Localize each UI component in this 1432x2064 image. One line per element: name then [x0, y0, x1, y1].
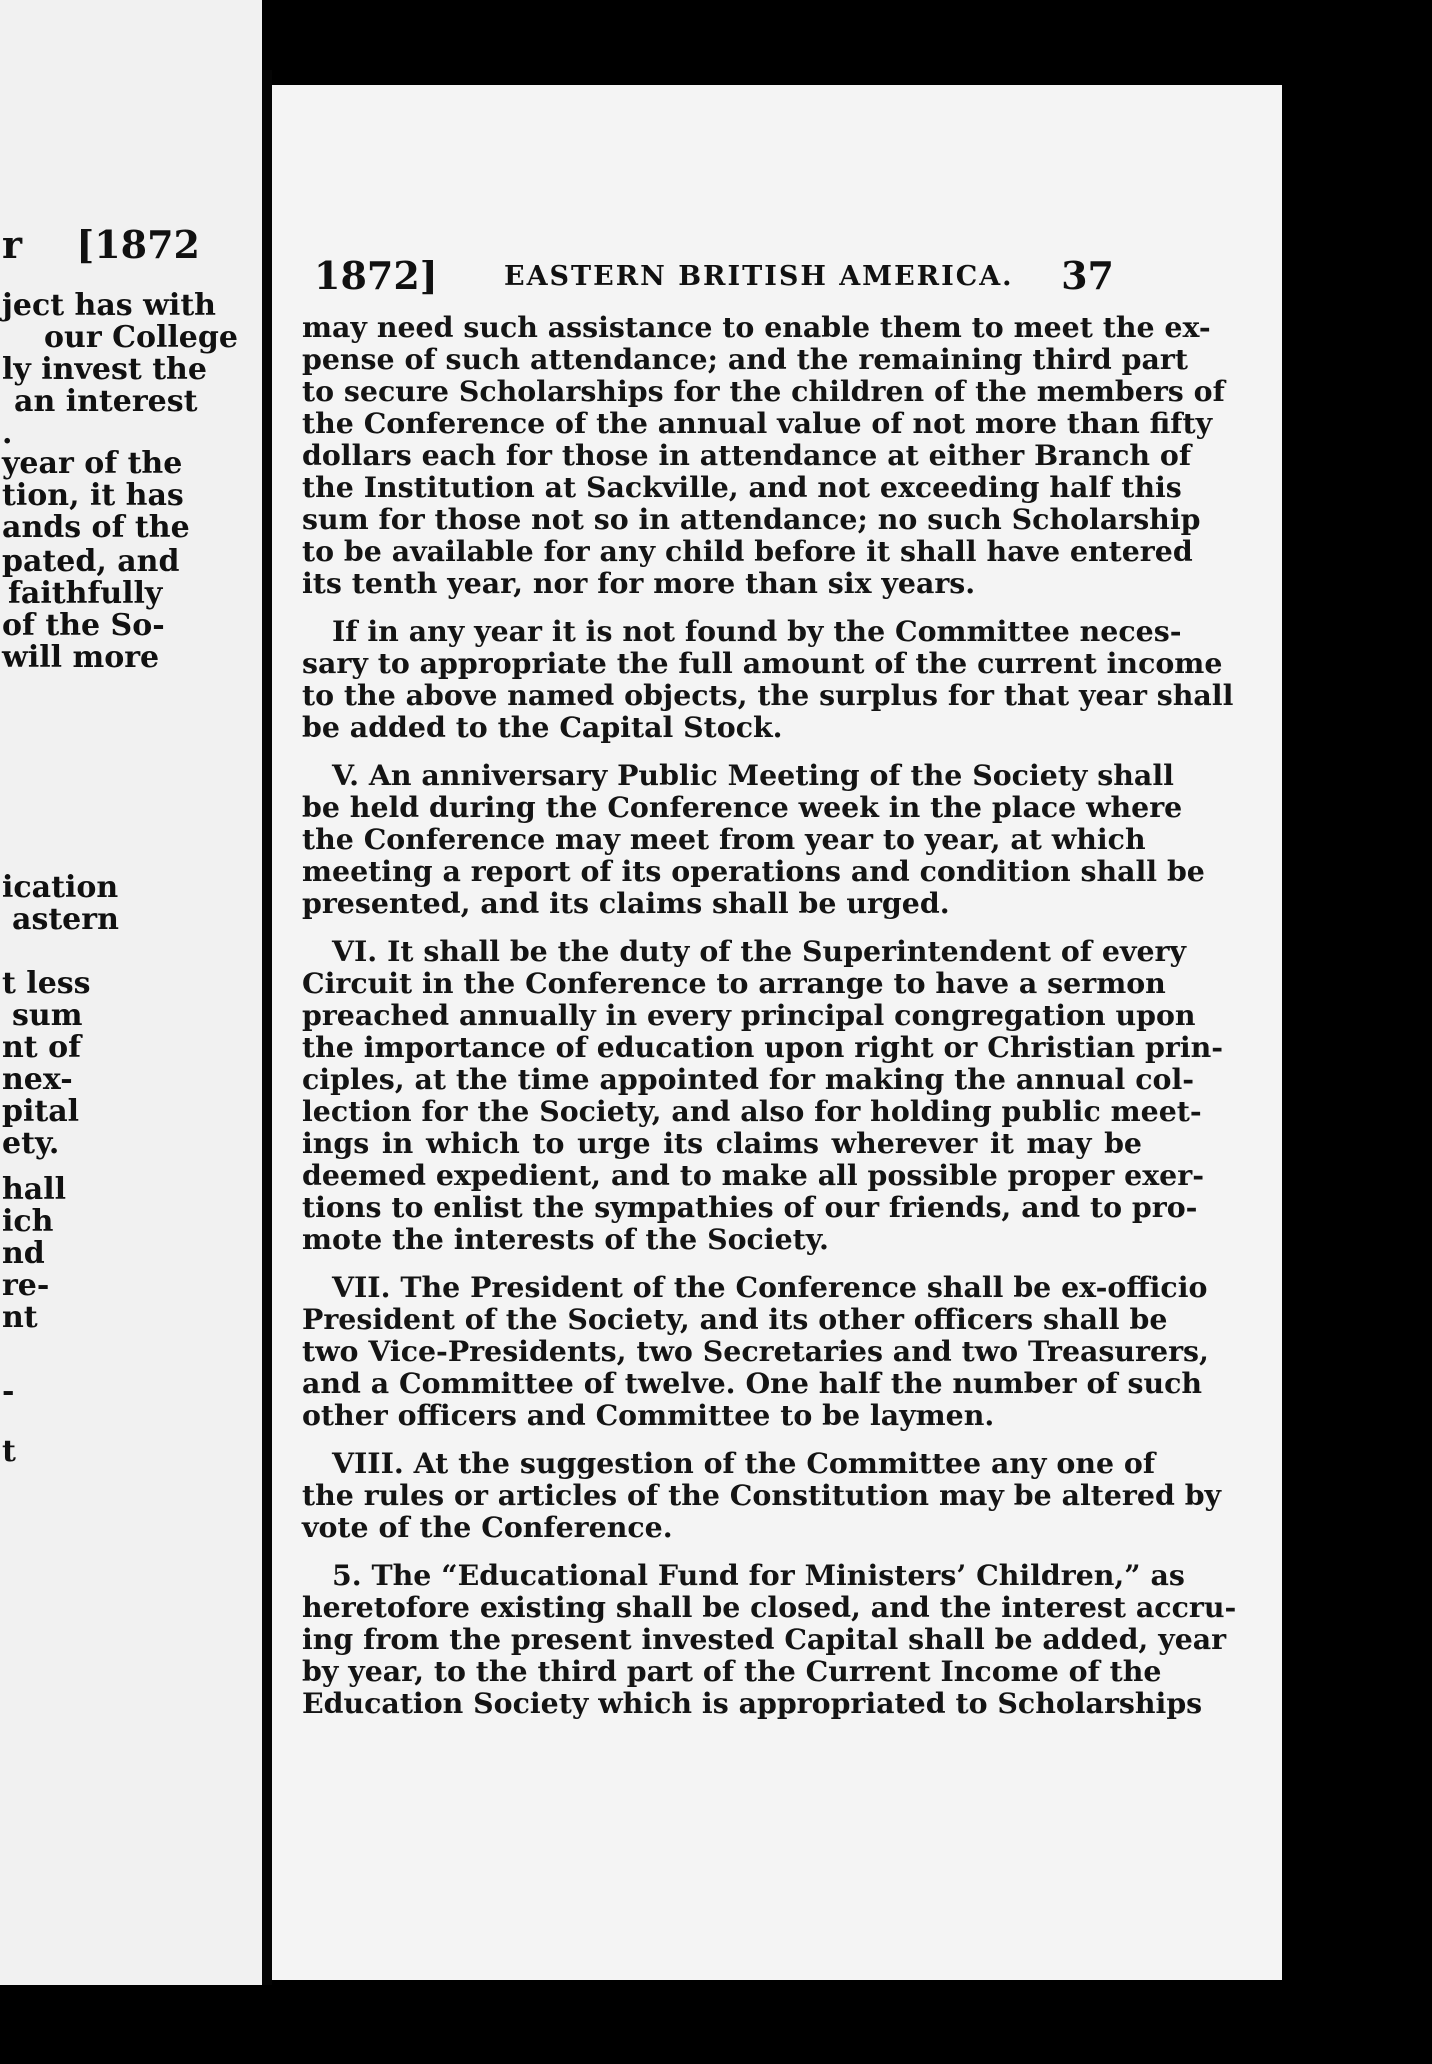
left-page-line: pated, and [2, 544, 180, 579]
left-page-line: ands of the [2, 510, 190, 545]
text-line: ing from the present invested Capital shall be added, year [302, 1622, 1227, 1656]
text-line: be held during the Conference week in the place where [302, 790, 1183, 824]
running-head [314, 253, 1114, 301]
left-page-line: nex- [2, 1062, 73, 1097]
text-line: deemed expedient, and to make all possible proper exer- [302, 1158, 1204, 1192]
left-page-line: pital [2, 1094, 80, 1129]
page-37 [272, 85, 1282, 1980]
text-line: heretofore existing shall be closed, and the interest accru- [302, 1590, 1237, 1624]
left-page-line: ly invest the [2, 352, 207, 387]
left-page-line: nt of [2, 1030, 82, 1065]
left-page-line: re- [2, 1268, 50, 1303]
left-page-head-fragment: r [2, 222, 23, 267]
text-line: ciples, at the time appointed for making the annual col- [302, 1062, 1195, 1096]
left-page-line: ication [2, 870, 119, 905]
paragraph [302, 310, 1225, 600]
text-line: Circuit in the Conference to arrange to have a sermon [302, 966, 1166, 1000]
paragraph [302, 1558, 1237, 1720]
text-line: preached annually in every principal congregation upon [302, 998, 1196, 1032]
text-line: VIII. At the suggestion of the Committee any one of [332, 1446, 1156, 1480]
left-page-line: ject has with [2, 288, 216, 323]
left-page-line: an interest [14, 384, 198, 419]
text-line: VI. It shall be the duty of the Superintendent of every [332, 934, 1186, 968]
facing-left-page [0, 0, 262, 1985]
left-page-line: ich [2, 1204, 54, 1239]
running-head-year: 1872] [314, 253, 438, 298]
left-page-line: astern [12, 902, 119, 937]
text-line: mote the interests of the Society. [302, 1222, 829, 1256]
paragraph [302, 1446, 1222, 1544]
paragraph [302, 1270, 1209, 1432]
left-page-line: faithfully [8, 576, 163, 611]
book-gutter [262, 70, 272, 1985]
text-line: the importance of education upon right or Christian prin- [302, 1030, 1224, 1064]
text-line: pense of such attendance; and the remaining third part [302, 342, 1188, 376]
text-line: and a Committee of twelve. One half the number of such [302, 1366, 1203, 1400]
text-line: tions to enlist the sympathies of our friends, and to pro- [302, 1190, 1198, 1224]
left-page-line: t [2, 1434, 16, 1469]
left-page-line: of the So- [2, 608, 165, 643]
text-line: to the above named objects, the surplus for that year shall [302, 678, 1234, 712]
text-line: may need such assistance to enable them to meet the ex- [302, 310, 1211, 344]
left-page-line: - [2, 1374, 15, 1409]
text-line: sum for those not so in attendance; no such Scholarship [302, 502, 1201, 536]
left-page-line: ety. [2, 1126, 60, 1161]
text-line: dollars each for those in attendance at either Branch of [302, 438, 1192, 472]
text-line: its tenth year, nor for more than six years. [302, 566, 976, 600]
text-line: by year, to the third part of the Current Income of the [302, 1654, 1162, 1688]
text-line: President of the Society, and its other officers shall be [302, 1302, 1168, 1336]
left-page-line: hall [2, 1172, 67, 1207]
text-line: VII. The President of the Conference shall be ex-officio [332, 1270, 1208, 1304]
left-page-line: t less [2, 966, 91, 1001]
left-page-line: our College [44, 320, 238, 355]
text-line: the Institution at Sackville, and not exceeding half this [302, 470, 1182, 504]
running-head-title: EASTERN BRITISH AMERICA. [504, 261, 1014, 292]
text-line: to secure Scholarships for the children of the members of [302, 374, 1225, 408]
text-line: vote of the Conference. [302, 1510, 673, 1544]
paragraph [302, 934, 1224, 1256]
text-line: to be available for any child before it shall have entered [302, 534, 1193, 568]
text-line: ings in which to urge its claims wherever it may be [302, 1126, 1142, 1160]
text-line: If in any year it is not found by the Committee neces- [332, 614, 1182, 648]
text-line: the rules or articles of the Constitution may be altered by [302, 1478, 1222, 1512]
left-page-line: sum [12, 998, 83, 1033]
text-line: lection for the Society, and also for holding public meet- [302, 1094, 1202, 1128]
text-line: the Conference of the annual value of not more than fifty [302, 406, 1213, 440]
left-page-line: tion, it has [2, 478, 184, 513]
text-line: V. An anniversary Public Meeting of the Society shall [332, 758, 1174, 792]
page-body-text [302, 310, 1237, 1735]
text-line: two Vice-Presidents, two Secretaries and two Treasurers, [302, 1334, 1209, 1368]
left-page-year: [1872 [76, 222, 200, 267]
paragraph [302, 758, 1205, 920]
left-page-line: year of the [2, 446, 183, 481]
text-line: meeting a report of its operations and condition shall be [302, 854, 1205, 888]
page-number: 37 [1061, 253, 1114, 298]
text-line: presented, and its claims shall be urged. [302, 886, 950, 920]
left-page-line: nd [2, 1236, 45, 1271]
paragraph [302, 614, 1234, 744]
text-line: the Conference may meet from year to year, at which [302, 822, 1146, 856]
left-page-line: will more [2, 640, 160, 675]
text-line: be added to the Capital Stock. [302, 710, 783, 744]
left-page-line: nt [2, 1300, 38, 1335]
text-line: 5. The “Educational Fund for Ministers’ Children,” as [332, 1558, 1185, 1592]
text-line: other officers and Committee to be laymen. [302, 1398, 995, 1432]
text-line: sary to appropriate the full amount of the current income [302, 646, 1223, 680]
left-page-line: . [2, 416, 13, 451]
text-line: Education Society which is appropriated to Scholarships [302, 1686, 1203, 1720]
